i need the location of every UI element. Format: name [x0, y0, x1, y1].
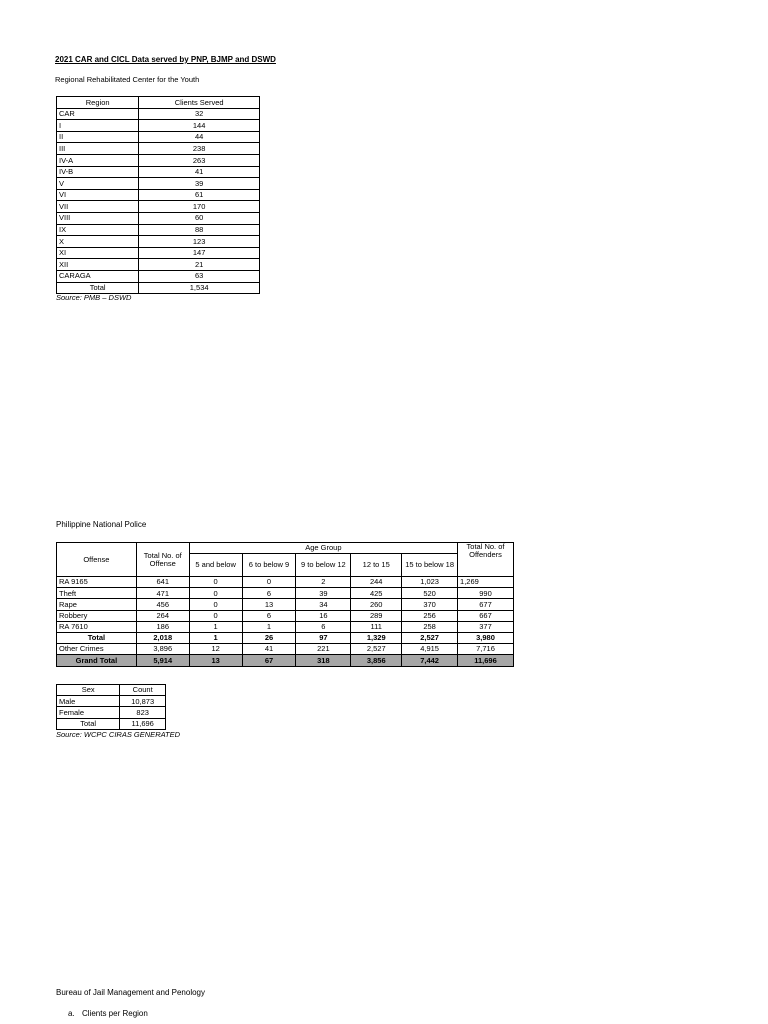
clients-served-cell: 60 — [139, 212, 260, 224]
table-row — [57, 143, 260, 155]
value-cell: 1,269 — [458, 577, 514, 588]
offense-cell: Rape — [57, 599, 137, 610]
value-cell: 6 — [242, 588, 296, 599]
value-cell: 3,980 — [458, 632, 514, 643]
table-row — [57, 224, 260, 236]
clients-served-cell: 63 — [139, 270, 260, 282]
sex-total-label: Total — [57, 718, 120, 729]
sex-total-value: 11,696 — [120, 718, 166, 729]
value-cell: 16 — [296, 610, 351, 621]
column-header-age-group: Age Group — [189, 543, 457, 554]
offense-cell: Robbery — [57, 610, 137, 621]
pnp-offense-table — [56, 542, 514, 667]
column-header-age-9-12: 9 to below 12 — [296, 554, 351, 577]
table-row — [57, 259, 260, 271]
column-header-age-12-15: 12 to 15 — [351, 554, 402, 577]
sex-source-note: Source: WCPC CIRAS GENERATED — [56, 730, 181, 739]
clients-served-cell: 39 — [139, 178, 260, 190]
value-cell: 1,329 — [351, 632, 402, 643]
value-cell: 667 — [458, 610, 514, 621]
table-row — [57, 270, 260, 282]
value-cell: 39 — [296, 588, 351, 599]
value-cell: 3,896 — [136, 644, 189, 655]
column-header-offense: Offense — [57, 543, 137, 577]
column-header-count: Count — [120, 685, 166, 696]
column-header-region: Region — [57, 97, 139, 109]
value-cell: 244 — [351, 577, 402, 588]
column-header-age-6-9: 6 to below 9 — [242, 554, 296, 577]
region-cell: IX — [57, 224, 139, 236]
clients-served-cell: 123 — [139, 236, 260, 248]
value-cell: 520 — [402, 588, 458, 599]
region-cell: VIII — [57, 212, 139, 224]
value-cell: 0 — [189, 577, 242, 588]
pnp-header-row — [57, 543, 514, 554]
column-header-age-5-below: 5 and below — [189, 554, 242, 577]
bjmp-item-marker: a. — [68, 1009, 75, 1018]
region-cell: X — [57, 236, 139, 248]
sex-table-header — [57, 685, 166, 696]
sex-total-row — [57, 718, 166, 729]
table-row — [57, 178, 260, 190]
region-cell: I — [57, 120, 139, 132]
offense-cell: Other Crimes — [57, 644, 137, 655]
document-title: 2021 CAR and CICL Data served by PNP, BJMP and DSWD — [55, 55, 276, 64]
region-source-note: Source: PMB – DSWD — [56, 293, 132, 302]
value-cell: 1 — [242, 621, 296, 632]
value-cell: 318 — [296, 655, 351, 666]
table-row — [57, 236, 260, 248]
clients-served-cell: 144 — [139, 120, 260, 132]
value-cell: 2,527 — [402, 632, 458, 643]
value-cell: 41 — [242, 644, 296, 655]
column-header-sex: Sex — [57, 685, 120, 696]
value-cell: 1,023 — [402, 577, 458, 588]
value-cell: 0 — [242, 577, 296, 588]
region-cell: XI — [57, 247, 139, 259]
region-cell: V — [57, 178, 139, 190]
value-cell: 425 — [351, 588, 402, 599]
region-cell: IV-A — [57, 154, 139, 166]
value-cell: 456 — [136, 599, 189, 610]
offense-cell: RA 7610 — [57, 621, 137, 632]
region-table — [56, 96, 260, 294]
bjmp-section-title: Bureau of Jail Management and Penology — [56, 988, 205, 997]
table-row — [57, 610, 514, 621]
count-cell: 823 — [120, 707, 166, 718]
table-row — [57, 621, 514, 632]
region-cell: XII — [57, 259, 139, 271]
offense-cell: RA 9165 — [57, 577, 137, 588]
value-cell: 0 — [189, 610, 242, 621]
region-cell: IV-B — [57, 166, 139, 178]
clients-served-cell: 61 — [139, 189, 260, 201]
pnp-other-crimes-row — [57, 644, 514, 655]
table-row — [57, 212, 260, 224]
region-cell: CAR — [57, 108, 139, 120]
count-cell: 10,873 — [120, 696, 166, 707]
table-row — [57, 696, 166, 707]
sex-cell: Male — [57, 696, 120, 707]
value-cell: 0 — [189, 588, 242, 599]
table-row — [57, 131, 260, 143]
value-cell: 7,442 — [402, 655, 458, 666]
clients-served-cell: 170 — [139, 201, 260, 213]
value-cell: 6 — [296, 621, 351, 632]
table-row — [57, 189, 260, 201]
value-cell: 370 — [402, 599, 458, 610]
region-table-header — [57, 97, 260, 109]
value-cell: 990 — [458, 588, 514, 599]
value-cell: 111 — [351, 621, 402, 632]
region-cell: III — [57, 143, 139, 155]
column-header-clients-served: Clients Served — [139, 97, 260, 109]
value-cell: 1 — [189, 632, 242, 643]
sex-table — [56, 684, 166, 730]
table-row — [57, 599, 514, 610]
clients-served-cell: 263 — [139, 154, 260, 166]
value-cell: 13 — [189, 655, 242, 666]
value-cell: 377 — [458, 621, 514, 632]
value-cell: 260 — [351, 599, 402, 610]
column-header-total-offenders: Total No. of Offenders — [458, 543, 514, 577]
value-cell: 12 — [189, 644, 242, 655]
clients-served-cell: 41 — [139, 166, 260, 178]
region-cell: VI — [57, 189, 139, 201]
offense-cell: Total — [57, 632, 137, 643]
value-cell: 221 — [296, 644, 351, 655]
value-cell: 2,018 — [136, 632, 189, 643]
table-row — [57, 707, 166, 718]
clients-served-cell: 32 — [139, 108, 260, 120]
clients-served-cell: 21 — [139, 259, 260, 271]
value-cell: 3,856 — [351, 655, 402, 666]
value-cell: 289 — [351, 610, 402, 621]
region-cell: VII — [57, 201, 139, 213]
value-cell: 641 — [136, 577, 189, 588]
region-total-value: 1,534 — [139, 282, 260, 294]
clients-served-cell: 44 — [139, 131, 260, 143]
clients-served-cell: 238 — [139, 143, 260, 155]
region-total-row — [57, 282, 260, 294]
value-cell: 677 — [458, 599, 514, 610]
table-row — [57, 108, 260, 120]
value-cell: 6 — [242, 610, 296, 621]
value-cell: 2,527 — [351, 644, 402, 655]
value-cell: 186 — [136, 621, 189, 632]
value-cell: 2 — [296, 577, 351, 588]
table-row — [57, 247, 260, 259]
value-cell: 7,716 — [458, 644, 514, 655]
table-row — [57, 588, 514, 599]
table-row — [57, 154, 260, 166]
sex-cell: Female — [57, 707, 120, 718]
offense-cell: Grand Total — [57, 655, 137, 666]
table-row — [57, 577, 514, 588]
pnp-grand-total-row — [57, 655, 514, 666]
value-cell: 26 — [242, 632, 296, 643]
table-row — [57, 166, 260, 178]
value-cell: 1 — [189, 621, 242, 632]
value-cell: 4,915 — [402, 644, 458, 655]
value-cell: 5,914 — [136, 655, 189, 666]
value-cell: 0 — [189, 599, 242, 610]
value-cell: 258 — [402, 621, 458, 632]
region-cell: II — [57, 131, 139, 143]
value-cell: 11,696 — [458, 655, 514, 666]
column-header-total-offense: Total No. of Offense — [136, 543, 189, 577]
clients-served-cell: 147 — [139, 247, 260, 259]
column-header-age-15-18: 15 to below 18 — [402, 554, 458, 577]
table-row — [57, 120, 260, 132]
pnp-total-row — [57, 632, 514, 643]
pnp-section-title: Philippine National Police — [56, 520, 147, 529]
value-cell: 13 — [242, 599, 296, 610]
value-cell: 67 — [242, 655, 296, 666]
value-cell: 471 — [136, 588, 189, 599]
region-cell: CARAGA — [57, 270, 139, 282]
bjmp-item-clients-per-region: Clients per Region — [82, 1009, 148, 1018]
value-cell: 256 — [402, 610, 458, 621]
value-cell: 34 — [296, 599, 351, 610]
table-row — [57, 201, 260, 213]
value-cell: 97 — [296, 632, 351, 643]
value-cell: 264 — [136, 610, 189, 621]
region-total-label: Total — [57, 282, 139, 294]
offense-cell: Theft — [57, 588, 137, 599]
clients-served-cell: 88 — [139, 224, 260, 236]
document-subtitle: Regional Rehabilitated Center for the Youth — [55, 75, 200, 84]
